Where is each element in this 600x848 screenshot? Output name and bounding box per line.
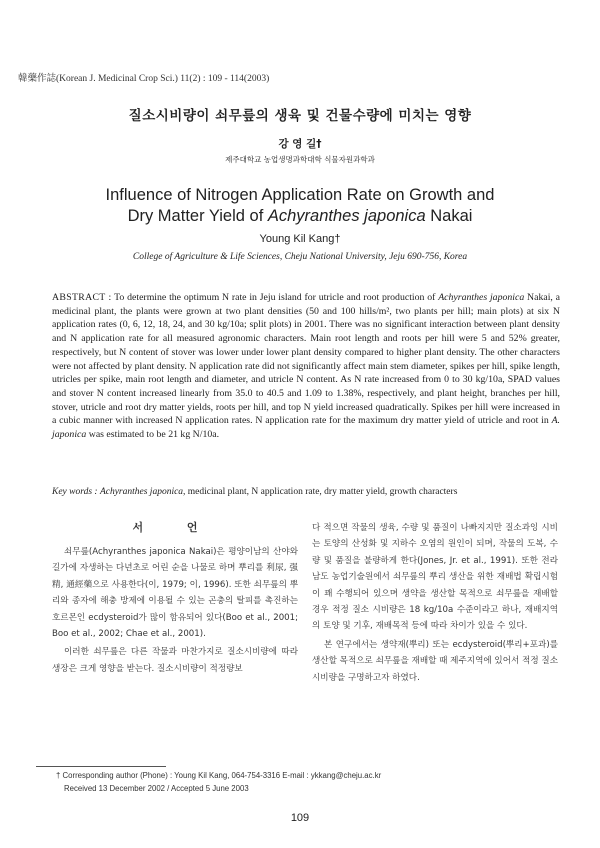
keywords-label: Key words : [52,487,98,497]
english-title-line2-post: Nakai [425,207,473,225]
journal-header: 韓藥作誌(Korean J. Medicinal Crop Sci.) 11(2) : 109 - 114(2003) [18,74,270,84]
abstract-species-2: A. japonica [52,415,560,441]
intro-paragraph: 이러한 쇠무릎은 다른 작물과 마찬가지로 질소시비량에 따라 생장은 크게 영향을 받는다. 질소시비량이 적정량보 [52,647,298,674]
footnote [56,770,536,795]
english-affiliation: College of Agriculture & Life Sciences, Cheju National University, Jeju 690-756, Korea [132,252,468,262]
english-title-species: Achyranthes japonica [267,207,426,225]
keywords-rest: , medicinal plant, N application rate, dry matter yield, growth characters [183,487,458,497]
english-title-line1: Influence of Nitrogen Application Rate on Growth and [105,186,495,204]
intro-paragraph: 본 연구에서는 생약재(뿌리) 또는 ecdysteroid(뿌리+포과)를 생산할 목적으로 쇠무릎을 재배할 때 제주지역에 있어서 적정 질소 시비량을 구명하고자 하였다. [312,639,558,683]
english-title [0,185,600,227]
body-left-column [52,518,298,679]
abstract [52,291,560,442]
footnote-divider [36,766,166,767]
abstract-text-part2: Nakai, a medicinal plant, the plants were grown at two plant densities (50 and 100 hills/m², two plants per hill; main plots) at six N application rates (0, 6, 12, 18, 24, and 30 kg/10a; split plots) in 2001. There was no significant interaction between plant density and N application rate for all measured agronomic characters. Main root length and roots per hill were 5 and 52% greater, respectively, but N content of stover was lower under lower plant density compared to higher plant density. The other characters were not affected by plant density. N application rate did not significantly affect main stem diameter, spikes per hill, spike length, utricles per spike, main root length and diameter, and utricle N content. As N rate increased from 0 to 30 kg/10a, SPAD values and stover N content increased linearly from 35.0 to 40.5 and 1.09 to 1.38%, respectively, and plant height, branches per hill, stover, utricle and root dry matter yields, roots per hill, and top N yield increased quadratically. Spikes per hill were increased in a cubic manner with increased N application rates. N application rate for the maximum dry matter yield of utricle and root in [52,292,560,427]
korean-author: 강 영 길† [278,138,322,150]
korean-affiliation: 제주대학교 농업생명과학대학 식물자원과학과 [225,155,375,164]
abstract-text-part3: was estimated to be 21 kg N/10a. [86,429,220,441]
abstract-species-1: Achyranthes japonica [438,292,525,303]
english-title-line2 [0,206,600,227]
abstract-text-part1: To determine the optimum N rate in Jeju island for utricle and root production of [111,292,439,303]
body-right-column [312,520,558,688]
korean-title: 질소시비량이 쇠무릎의 생육 및 건물수량에 미치는 영향 [128,108,472,124]
english-title-line2-pre: Dry Matter Yield of [127,207,268,225]
footnote-corresponding-author: † Corresponding author (Phone) : Young Kil Kang, 064-754-3316 E-mail : ykkang@cheju.ac.kr [56,771,382,780]
keywords-species: Achyranthes japonica [99,487,184,497]
intro-paragraph: 다 적으면 작물의 생육, 수량 및 품질이 나빠지지만 질소과잉 시비는 토양의 산성화 및 지하수 오염의 원인이 되며, 작물의 도복, 수량 및 품질을 불량하게 한다(Jones, Jr. et al., 1991). 또한 전라남도 농업기술원에서 쇠무릎의 뿌리 생산을 위한 재배법 확립시험이 꽤 수행되어 있으며 생약을 생산할 목적으로 쇠무릎을 재배할 경우 적정 질소 시비량은 18 kg/10a 수준이라고 하나, 재배지역의 토양 및 기후, 재배목적 등에 따라 차이가 있을 수 있다. [312,523,558,632]
section-heading-introduction: 서 언 [132,521,218,534]
keywords [52,487,560,497]
abstract-label: ABSTRACT : [52,292,112,303]
english-author: Young Kil Kang† [259,233,341,245]
footnote-received-accepted: Received 13 December 2002 / Accepted 5 June 2003 [64,783,249,793]
intro-paragraph: 쇠무릎(Achyranthes japonica Nakai)은 평양이남의 산야와 길가에 자생하는 다년초로 어린 순을 나물로 하며 뿌리를 利尿, 强精, 通經藥으로 사용한다(이, 1979; 이, 1996). 또한 쇠무릎의 뿌리와 종자에 해충 방제에 이용될 수 있는 곤충의 탈피를 촉진하는 호르몬인 ecdysteroid가 많이 함유되어 있다(Boo et al., 2001; Boo et al., 2002; Chae et al., 2001). [52,547,298,640]
page-number: 109 [290,812,310,824]
